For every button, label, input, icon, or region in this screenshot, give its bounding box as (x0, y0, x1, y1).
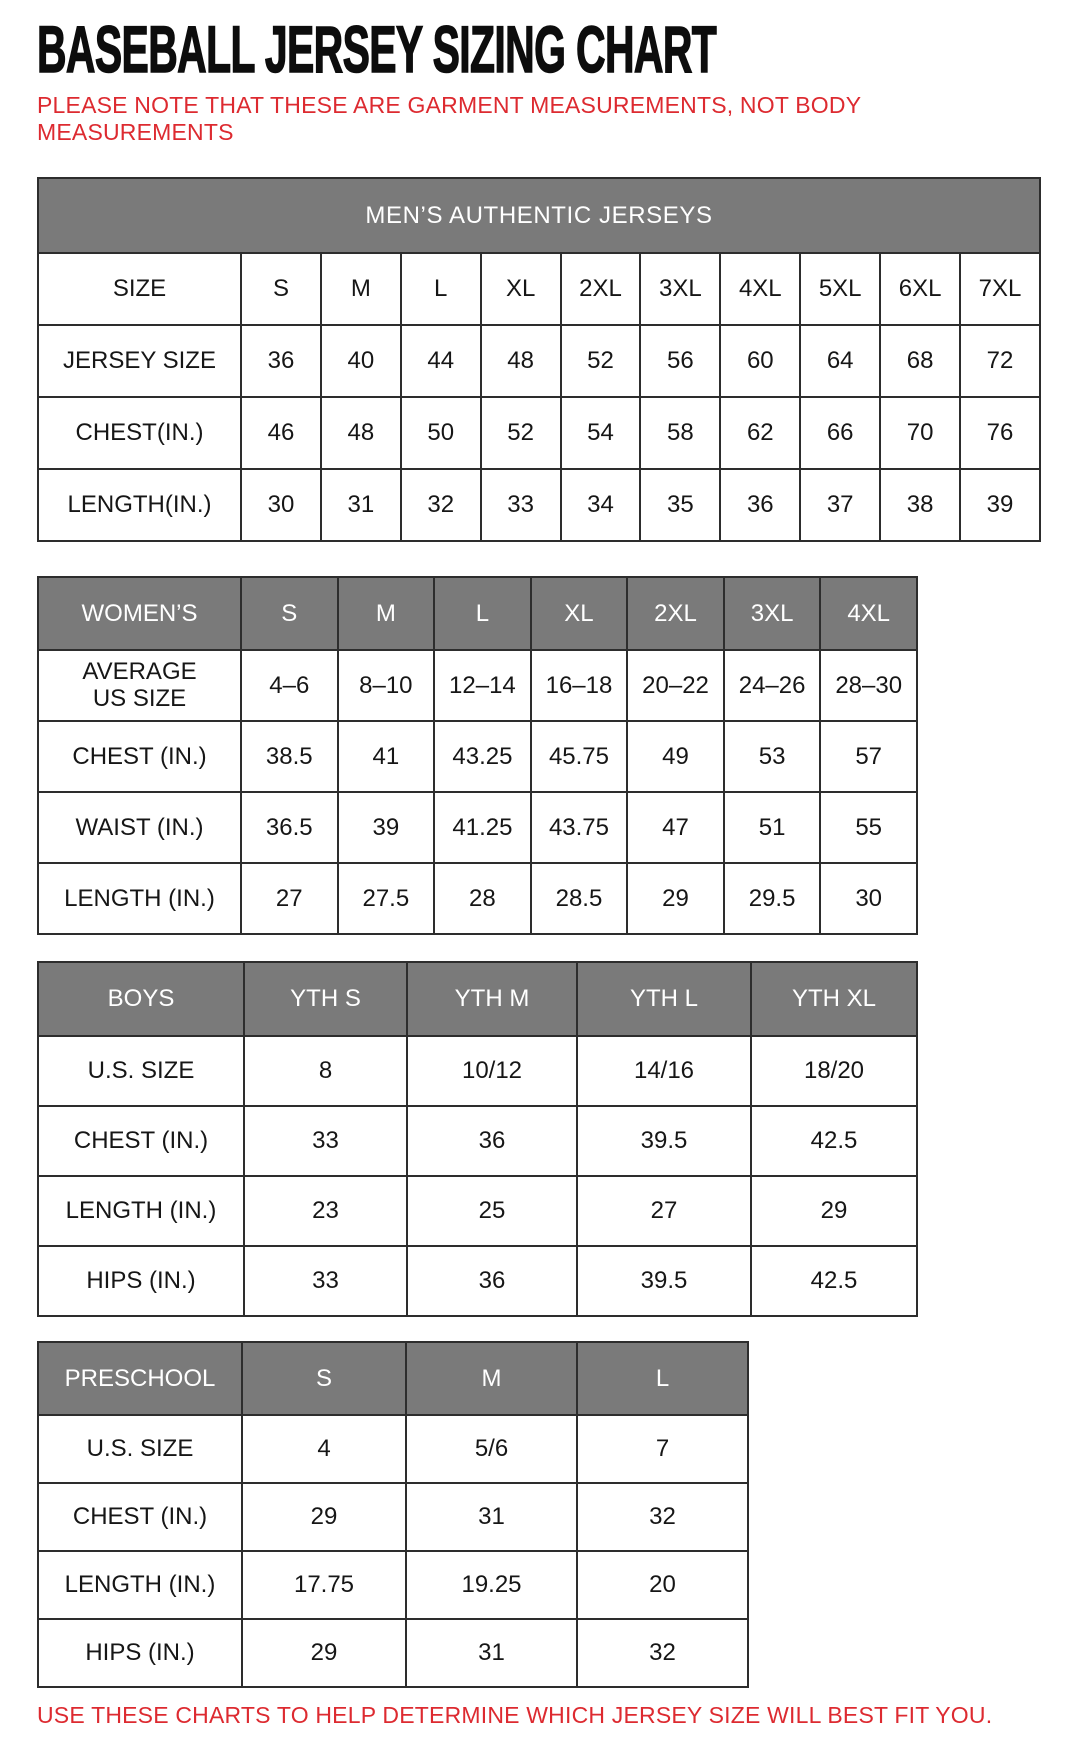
col-header: M (406, 1342, 577, 1415)
value-cell: 64 (800, 325, 880, 397)
value-cell: 36.5 (241, 792, 338, 863)
table-row (38, 792, 917, 863)
value-cell: 29 (627, 863, 724, 934)
mens-banner: MEN’S AUTHENTIC JERSEYS (38, 178, 1040, 253)
value-cell: 5/6 (406, 1415, 577, 1483)
value-cell: 27 (577, 1176, 751, 1246)
value-cell: 28 (434, 863, 531, 934)
value-cell: 16–18 (531, 650, 628, 721)
table-row (38, 721, 917, 792)
value-cell: 32 (401, 469, 481, 541)
value-cell: 47 (627, 792, 724, 863)
boys-table (37, 961, 918, 1317)
col-header: 4XL (820, 577, 917, 650)
value-cell: 2XL (561, 253, 641, 325)
row-label-text: AVERAGE US SIZE (82, 657, 197, 713)
value-cell: 36 (720, 469, 800, 541)
value-cell: 4XL (720, 253, 800, 325)
value-cell: 60 (720, 325, 800, 397)
value-cell: 56 (640, 325, 720, 397)
value-cell: 39.5 (577, 1246, 751, 1316)
value-cell: XL (481, 253, 561, 325)
value-cell: 33 (244, 1246, 407, 1316)
value-cell: 33 (481, 469, 561, 541)
col-header: M (338, 577, 435, 650)
value-cell: 7 (577, 1415, 748, 1483)
table-row (38, 1036, 917, 1106)
table-row (38, 1483, 748, 1551)
value-cell: 28.5 (531, 863, 628, 934)
value-cell: 29 (242, 1619, 406, 1687)
table-row (38, 1551, 748, 1619)
row-label: CHEST (IN.) (38, 1483, 242, 1551)
value-cell: 40 (321, 325, 401, 397)
mens-table (37, 177, 1041, 542)
value-cell: 6XL (880, 253, 960, 325)
preschool-table (37, 1341, 749, 1688)
value-cell: M (321, 253, 401, 325)
value-cell: 27.5 (338, 863, 435, 934)
table-row (38, 863, 917, 934)
value-cell: 10/12 (407, 1036, 577, 1106)
value-cell: 25 (407, 1176, 577, 1246)
value-cell: 14/16 (577, 1036, 751, 1106)
value-cell: 3XL (640, 253, 720, 325)
value-cell: 12–14 (434, 650, 531, 721)
row-label: U.S. SIZE (38, 1036, 244, 1106)
row-label: LENGTH (IN.) (38, 1551, 242, 1619)
col-header: L (434, 577, 531, 650)
value-cell: 52 (561, 325, 641, 397)
value-cell: 76 (960, 397, 1040, 469)
value-cell: S (241, 253, 321, 325)
value-cell: 36 (241, 325, 321, 397)
value-cell: 38 (880, 469, 960, 541)
value-cell: 32 (577, 1483, 748, 1551)
col-header: 3XL (724, 577, 821, 650)
table-row (38, 650, 917, 721)
value-cell: 43.75 (531, 792, 628, 863)
table-row (38, 1106, 917, 1176)
garment-note: PLEASE NOTE THAT THESE ARE GARMENT MEASUREMENTS, NOT BODY MEASUREMENTS (37, 92, 861, 145)
mens-banner-row (38, 178, 1040, 253)
value-cell: 30 (241, 469, 321, 541)
value-cell: 43.25 (434, 721, 531, 792)
col-header: XL (531, 577, 628, 650)
value-cell: 8–10 (338, 650, 435, 721)
value-cell: 36 (407, 1246, 577, 1316)
footer-note: USE THESE CHARTS TO HELP DETERMINE WHICH JERSEY SIZE WILL BEST FIT YOU. (37, 1702, 993, 1728)
value-cell: 68 (880, 325, 960, 397)
preschool-title-cell: PRESCHOOL (38, 1342, 242, 1415)
value-cell: 49 (627, 721, 724, 792)
row-label: JERSEY SIZE (38, 325, 241, 397)
preschool-header-row (38, 1342, 748, 1415)
value-cell: 8 (244, 1036, 407, 1106)
page-title-text: BASEBALL JERSEY SIZING CHART (37, 12, 717, 86)
value-cell: 46 (241, 397, 321, 469)
value-cell: 4–6 (241, 650, 338, 721)
table-row (38, 1246, 917, 1316)
col-header: S (241, 577, 338, 650)
value-cell: 51 (724, 792, 821, 863)
value-cell: 72 (960, 325, 1040, 397)
value-cell: 39 (960, 469, 1040, 541)
value-cell: 53 (724, 721, 821, 792)
table-row (38, 1619, 748, 1687)
value-cell: 66 (800, 397, 880, 469)
table-row (38, 397, 1040, 469)
value-cell: 30 (820, 863, 917, 934)
value-cell: 48 (321, 397, 401, 469)
value-cell: L (401, 253, 481, 325)
value-cell: 4 (242, 1415, 406, 1483)
womens-table (37, 576, 918, 935)
boys-header-row (38, 962, 917, 1036)
value-cell: 31 (406, 1619, 577, 1687)
boys-title-cell: BOYS (38, 962, 244, 1036)
value-cell: 57 (820, 721, 917, 792)
row-label: HIPS (IN.) (38, 1246, 244, 1316)
value-cell: 17.75 (242, 1551, 406, 1619)
value-cell: 58 (640, 397, 720, 469)
value-cell: 24–26 (724, 650, 821, 721)
value-cell: 55 (820, 792, 917, 863)
value-cell: 62 (720, 397, 800, 469)
value-cell: 18/20 (751, 1036, 917, 1106)
value-cell: 27 (241, 863, 338, 934)
table-row (38, 1415, 748, 1483)
value-cell: 50 (401, 397, 481, 469)
value-cell: 36 (407, 1106, 577, 1176)
value-cell: 33 (244, 1106, 407, 1176)
value-cell: 42.5 (751, 1106, 917, 1176)
value-cell: 28–30 (820, 650, 917, 721)
value-cell: 41.25 (434, 792, 531, 863)
value-cell: 5XL (800, 253, 880, 325)
col-header: YTH L (577, 962, 751, 1036)
col-header: YTH XL (751, 962, 917, 1036)
row-label: CHEST (IN.) (38, 721, 241, 792)
value-cell: 31 (406, 1483, 577, 1551)
row-label: SIZE (38, 253, 241, 325)
row-label: HIPS (IN.) (38, 1619, 242, 1687)
value-cell: 39.5 (577, 1106, 751, 1176)
value-cell: 52 (481, 397, 561, 469)
value-cell: 31 (321, 469, 401, 541)
value-cell: 34 (561, 469, 641, 541)
page-title (37, 12, 1077, 86)
col-header: L (577, 1342, 748, 1415)
value-cell: 32 (577, 1619, 748, 1687)
col-header: YTH M (407, 962, 577, 1036)
table-row (38, 253, 1040, 325)
row-label: LENGTH (IN.) (38, 1176, 244, 1246)
value-cell: 23 (244, 1176, 407, 1246)
value-cell: 20–22 (627, 650, 724, 721)
row-label: U.S. SIZE (38, 1415, 242, 1483)
row-label: LENGTH (IN.) (38, 863, 241, 934)
value-cell: 70 (880, 397, 960, 469)
col-header: YTH S (244, 962, 407, 1036)
table-row (38, 469, 1040, 541)
col-header: 2XL (627, 577, 724, 650)
value-cell: 35 (640, 469, 720, 541)
row-label: LENGTH(IN.) (38, 469, 241, 541)
womens-title-cell: WOMEN’S (38, 577, 241, 650)
value-cell: 19.25 (406, 1551, 577, 1619)
value-cell: 29.5 (724, 863, 821, 934)
value-cell: 44 (401, 325, 481, 397)
col-header: S (242, 1342, 406, 1415)
value-cell: 54 (561, 397, 641, 469)
value-cell: 29 (242, 1483, 406, 1551)
value-cell: 42.5 (751, 1246, 917, 1316)
row-label: WAIST (IN.) (38, 792, 241, 863)
value-cell: 37 (800, 469, 880, 541)
row-label (38, 650, 241, 721)
value-cell: 29 (751, 1176, 917, 1246)
value-cell: 41 (338, 721, 435, 792)
row-label: CHEST (IN.) (38, 1106, 244, 1176)
value-cell: 48 (481, 325, 561, 397)
table-row (38, 325, 1040, 397)
womens-header-row (38, 577, 917, 650)
value-cell: 38.5 (241, 721, 338, 792)
value-cell: 7XL (960, 253, 1040, 325)
row-label: CHEST(IN.) (38, 397, 241, 469)
value-cell: 39 (338, 792, 435, 863)
value-cell: 20 (577, 1551, 748, 1619)
table-row (38, 1176, 917, 1246)
value-cell: 45.75 (531, 721, 628, 792)
